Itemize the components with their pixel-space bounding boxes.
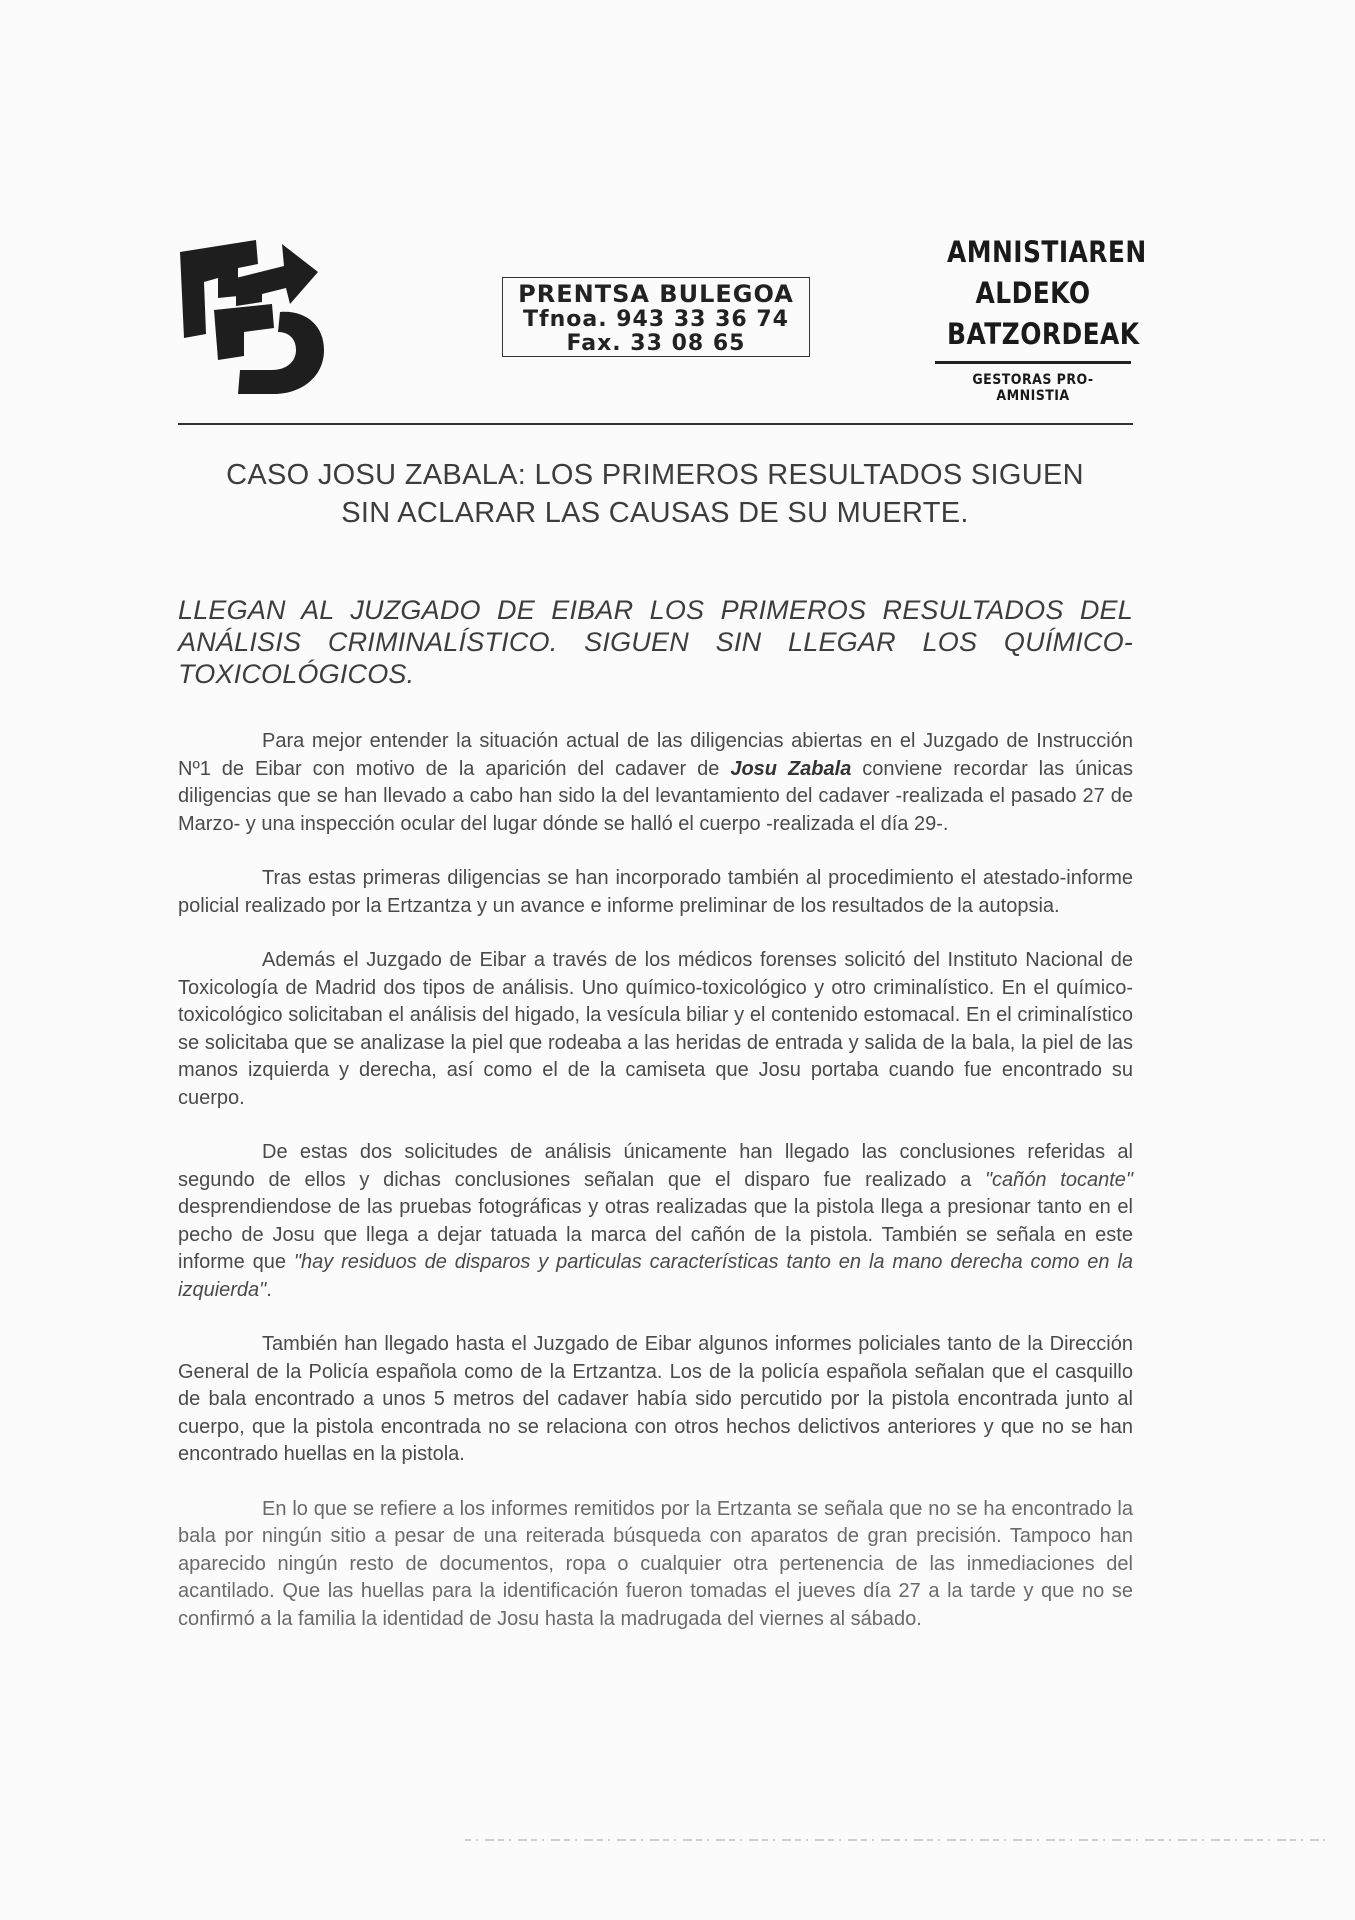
org-name-line-3: BATZORDEAK	[947, 317, 1140, 351]
org-divider	[935, 361, 1131, 364]
org-subtitle: GESTORAS PRO-AMNISTIA	[972, 372, 1094, 404]
title-line-1: CASO JOSU ZABALA: LOS PRIMEROS RESULTADOS SIGUEN	[226, 459, 1084, 491]
header-divider	[178, 423, 1133, 425]
press-office-box	[502, 277, 810, 357]
paragraph-1	[178, 728, 1133, 838]
press-release-subtitle: LLEGAN AL JUZGADO DE EIBAR LOS PRIMEROS RESULTADOS DEL ANÁLISIS CRIMINALÍSTICO. SIGUEN SIN LLEGAR LOS QUÍMICO-TOXICOLÓGICOS.	[178, 595, 1133, 689]
article-body	[178, 728, 1133, 1633]
paragraph-4-text-b: desprendiendose de las pruebas fotográficas y otras realizadas que la pistola llega a presionar tanto en el pecho de Josu que llega a dejar tatuada la marca del cañón de la pistola. También se señala en este informe que	[178, 1196, 1133, 1273]
paragraph-4-text-c: .	[266, 1278, 272, 1301]
letterhead	[178, 232, 1147, 404]
paragraph-1-name: Josu Zabala	[730, 757, 852, 780]
paragraph-2: Tras estas primeras diligencias se han incorporado también al procedimiento el atestado-informe policial realizado por la Ertzantza y un avance e informe preliminar de los resultados de la autopsia.	[178, 867, 1133, 917]
paragraph-3: Además el Juzgado de Eibar a través de los médicos forenses solicitó del Instituto Nacional de Toxicología de Madrid dos tipos de análisis. Uno químico-toxicológico y otro criminalístico. En el químico-toxicológico solicitaban el análisis del higado, la vesícula biliar y el contenido estomacal. En el criminalístico se solicitaba que se analizase la piel que rodeaba a las heridas de entrada y salida de la bala, la piel de las manos izquierda y derecha, así como el de la camiseta que Josu portaba cuando fue encontrado su cuerpo.	[178, 949, 1133, 1109]
gestoras-logo-icon	[178, 238, 338, 396]
paragraph-6: En lo que se refiere a los informes remitidos por la Ertzanta se señala que no se ha encontrado la bala por ningún sitio a pesar de una reiterada búsqueda con aparatos de gran precisión. Tampoco han aparecido ningún resto de documentos, ropa o cualquier otra pertenencia de las inmediaciones del acantilado. Que las huellas para la identificación fueron tomadas el jueves día 27 a la tarde y que no se confirmó a la familia la identidad de Josu hasta la madrugada del viernes al sábado.	[178, 1497, 1133, 1630]
paragraph-4-quote-2: "hay residuos de disparos y particulas características tanto en la mano derecha como en la izquierda"	[178, 1251, 1134, 1301]
scan-artifact-line	[465, 1838, 1325, 1842]
press-office-title: PRENTSA BULEGOA	[518, 280, 794, 308]
title-line-2: SIN ACLARAR LAS CAUSAS DE SU MUERTE.	[341, 497, 969, 529]
paragraph-5: También han llegado hasta el Juzgado de Eibar algunos informes policiales tanto de la Dirección General de la Policía española como de la Ertzantza. Los de la policía española señalan que el casquillo de bala encontrado a unos 5 metros del cadaver había sido percutido por la pistola encontrada junto al cuerpo, que la pistola encontrada no se relaciona con otros hechos delictivos anteriores y que no se han encontrado huellas en la pistola.	[178, 1333, 1133, 1465]
organization-name-block	[933, 232, 1147, 404]
press-office-fax: Fax. 33 08 65	[566, 331, 746, 356]
press-office-phone: Tfnoa. 943 33 36 74	[523, 307, 789, 332]
org-name-line-2: ALDEKO	[975, 276, 1091, 310]
org-name-line-1: AMNISTIAREN	[947, 235, 1147, 269]
paragraph-1-text-a: Para mejor entender la situación actual de las diligencias abiertas en el Juzgado de Instrucción Nº1 de Eibar con motivo de la aparición del cadaver de	[178, 730, 1133, 780]
paragraph-1-text-b: conviene recordar las únicas diligencias que se han llevado a cabo han sido la del levantamiento del cadaver -realizada el pasado 27 de Marzo- y una inspección ocular del lugar dónde se halló el cuerpo -realizada el día 29-.	[178, 757, 1133, 835]
paragraph-4	[178, 1139, 1133, 1304]
press-release-title	[170, 456, 1140, 532]
paragraph-4-quote-1: "cañón tocante"	[984, 1168, 1133, 1191]
paragraph-4-text-a: De estas dos solicitudes de análisis únicamente han llegado las conclusiones referidas al segundo de ellos y dichas conclusiones señalan que el disparo fue realizado a	[178, 1141, 1133, 1191]
